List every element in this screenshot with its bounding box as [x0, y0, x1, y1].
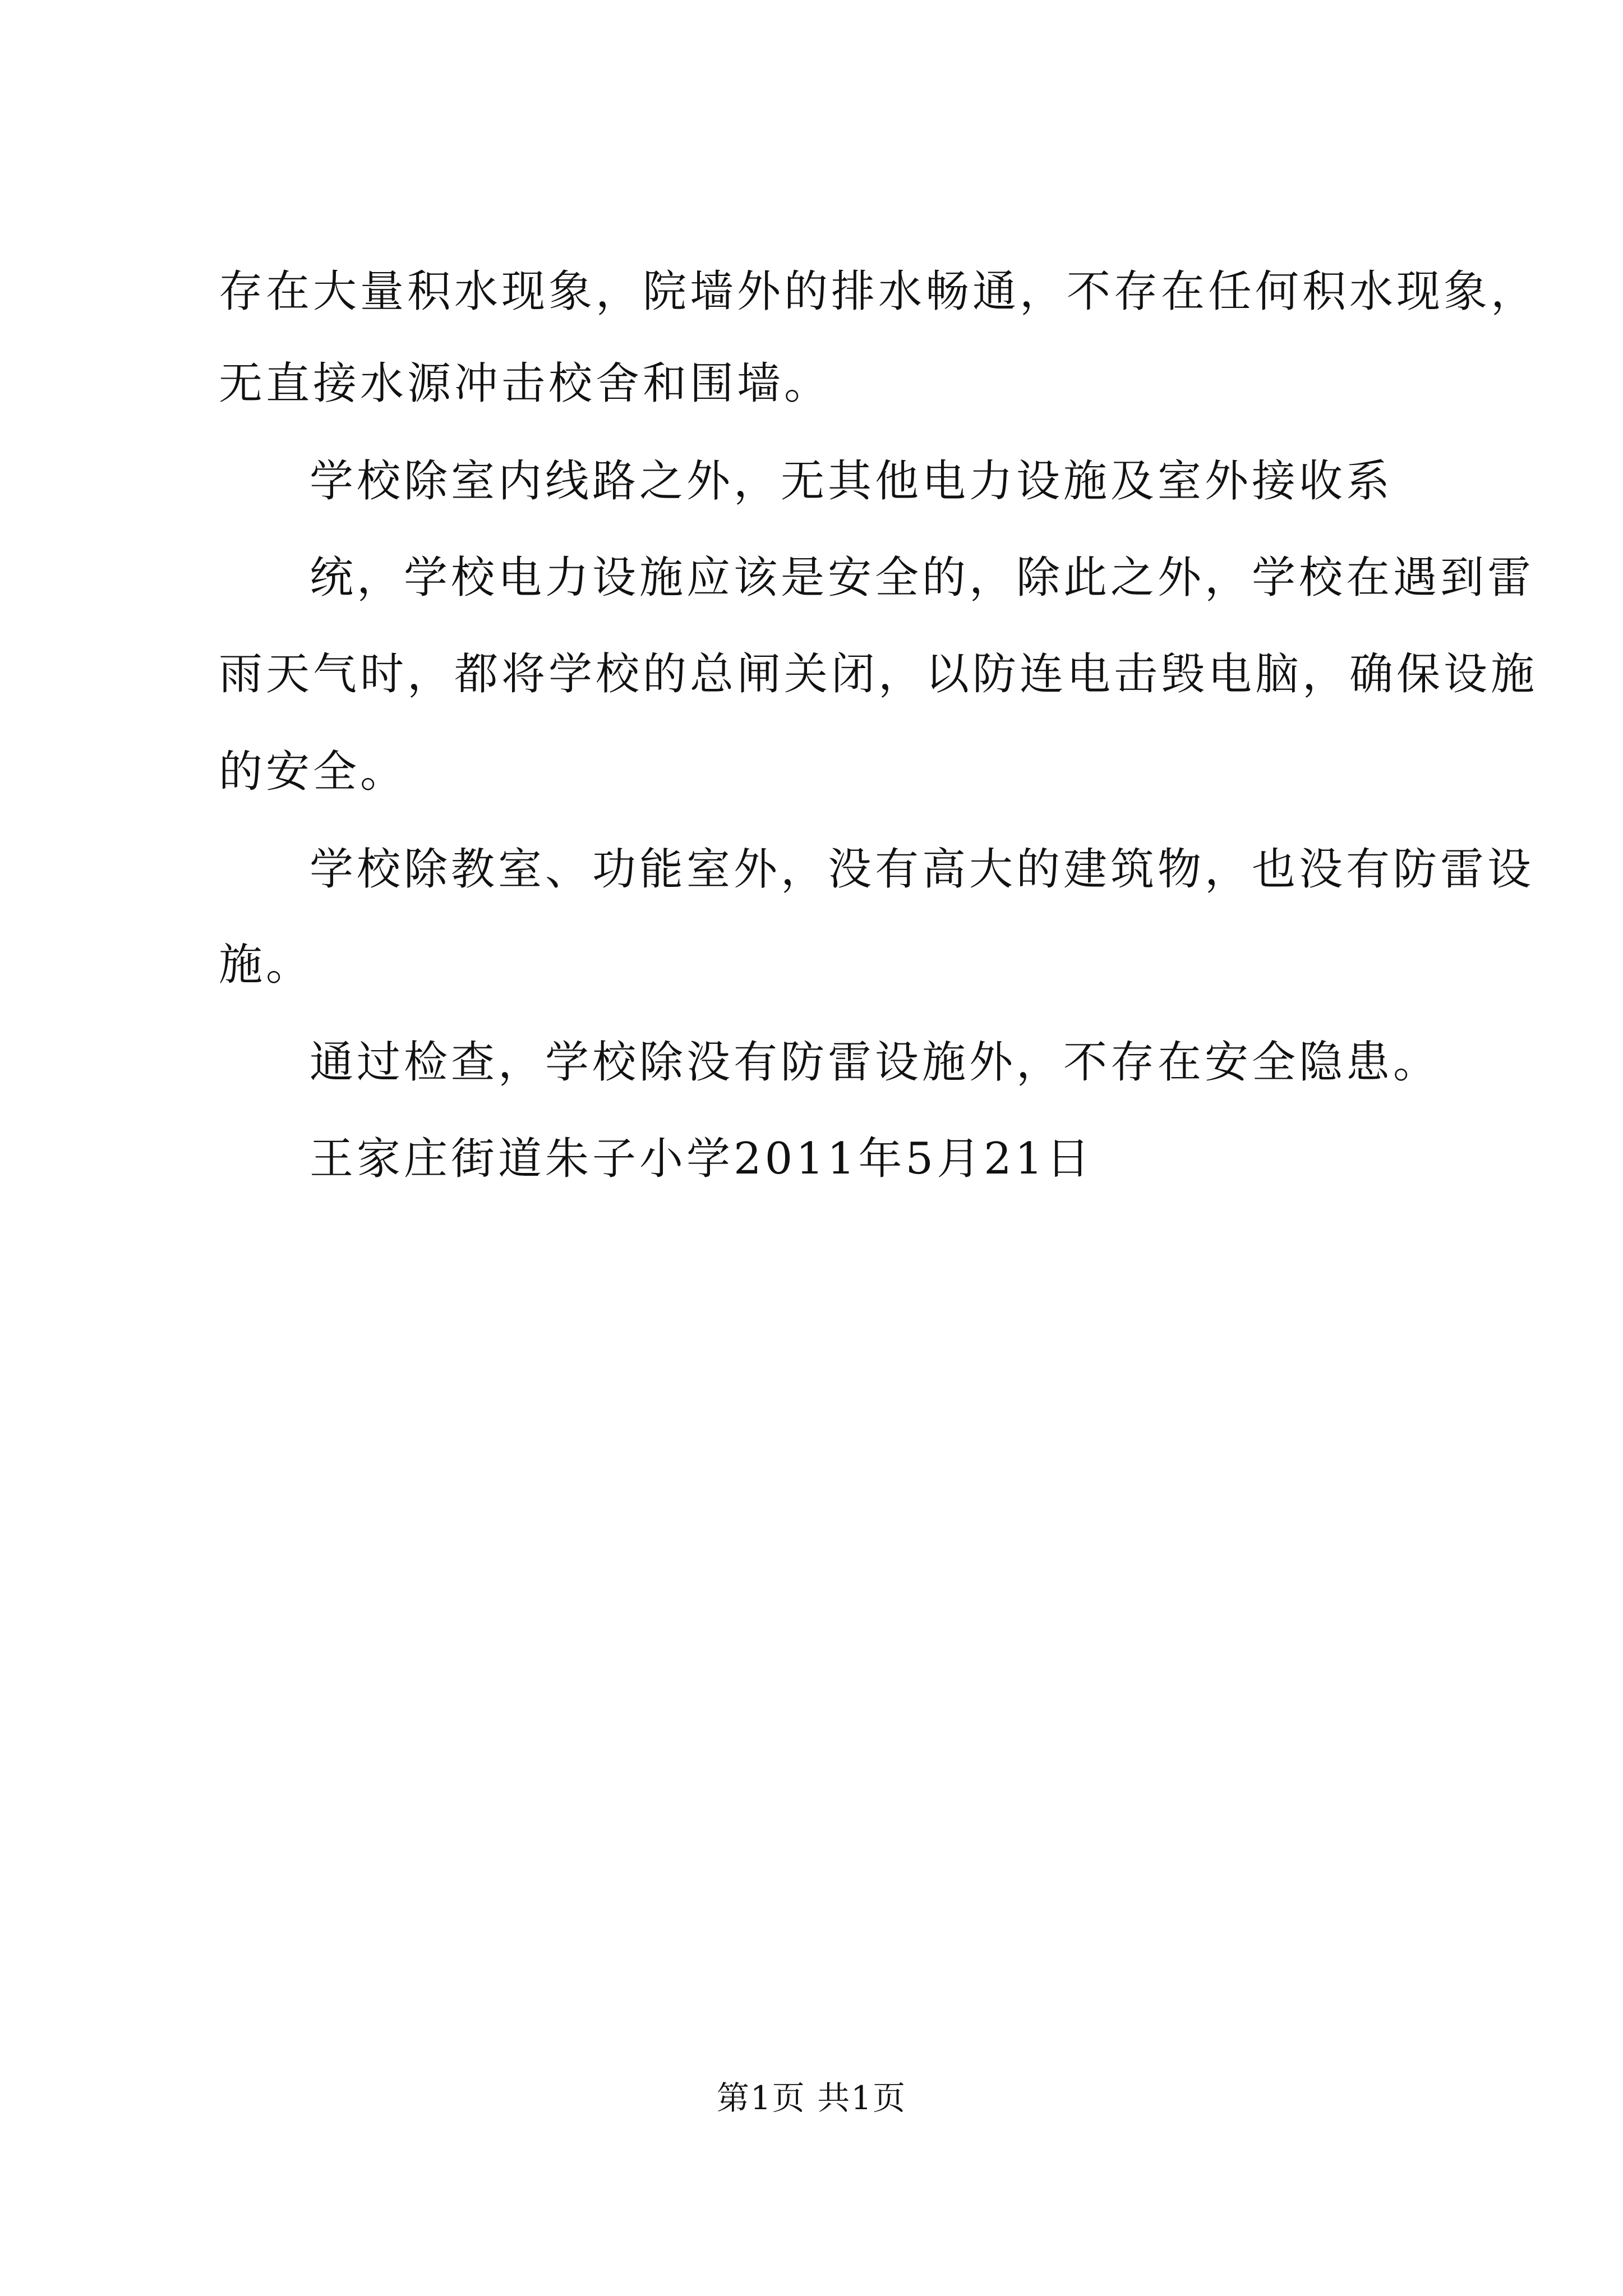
body-line-7: 学校除教室、功能室外，没有高大的建筑物，也没有防雷设 [310, 844, 1535, 895]
body-line-8: 施。 [219, 940, 313, 990]
body-line-1: 存在大量积水现象，院墙外的排水畅通，不存在任何积水现象， [219, 266, 1538, 317]
signature-date-line: 王家庄街道朱子小学2011年5月21日 [310, 1134, 1094, 1184]
body-line-4: 统，学校电力设施应该是安全的，除此之外，学校在遇到雷 [310, 553, 1535, 603]
body-line-6: 的安全。 [219, 747, 408, 797]
page-footer: 第1页 共1页 [716, 2079, 907, 2117]
body-line-5: 雨天气时，都将学校的总闸关闭，以防连电击毁电脑，确保设施 [219, 649, 1538, 700]
body-line-9: 通过检查，学校除没有防雷设施外，不存在安全隐患。 [310, 1037, 1441, 1088]
body-line-2: 无直接水源冲击校舍和围墙。 [219, 358, 832, 409]
body-line-3: 学校除室内线路之外，无其他电力设施及室外接收系 [310, 456, 1394, 507]
